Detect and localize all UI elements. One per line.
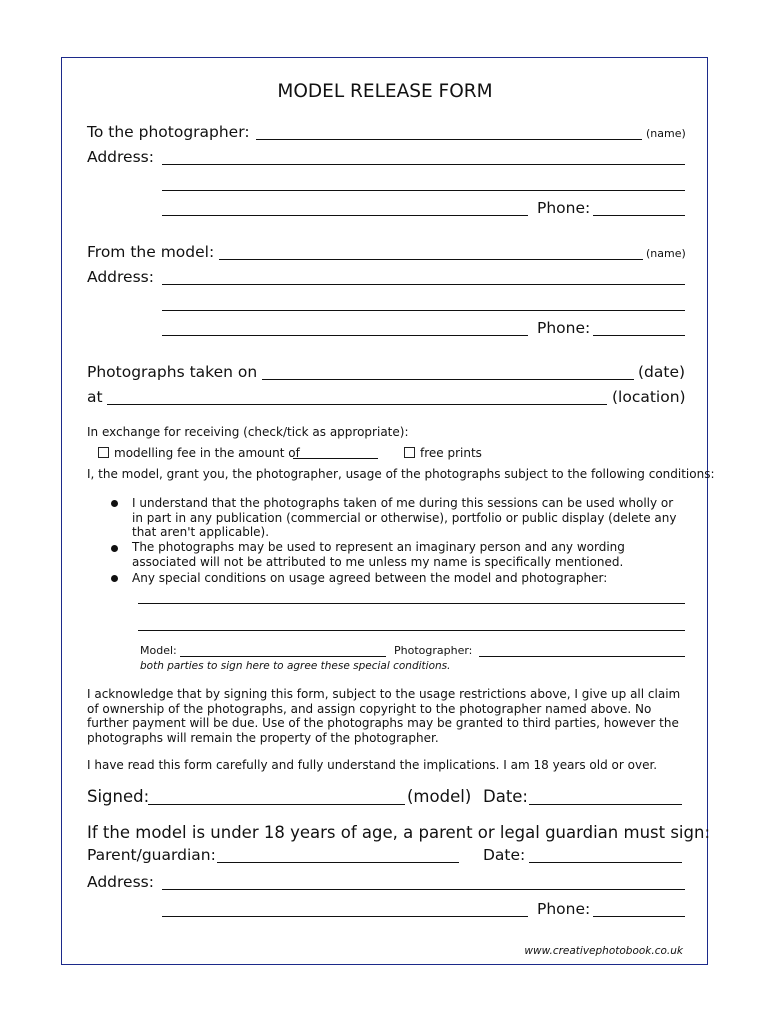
special-model-label: Model: bbox=[140, 644, 177, 657]
prints-option[interactable] bbox=[404, 446, 482, 460]
shoot-date-field[interactable] bbox=[262, 379, 634, 380]
model-signature-field[interactable] bbox=[148, 804, 405, 805]
photographer-address-line-3[interactable] bbox=[162, 215, 528, 216]
bullet-icon bbox=[111, 500, 118, 507]
fee-option[interactable] bbox=[98, 446, 300, 460]
location-hint: (location) bbox=[612, 388, 686, 406]
prints-checkbox[interactable] bbox=[404, 447, 415, 458]
guardian-date-label: Date: bbox=[483, 846, 526, 864]
model-phone-field[interactable] bbox=[593, 335, 685, 336]
signature-date-field[interactable] bbox=[529, 804, 682, 805]
read-statement: I have read this form carefully and fully understand the implications. I am 18 years old or over. bbox=[87, 758, 658, 772]
model-name-hint: (name) bbox=[646, 247, 686, 260]
condition-1: I understand that the photographs taken of me during this sessions can be used wholly or in part in any publication (commercial or otherwise), portfolio or public display (delete any that aren't applicable). bbox=[132, 496, 677, 539]
photographer-address-label: Address: bbox=[87, 148, 154, 166]
model-phone-label: Phone: bbox=[537, 319, 591, 337]
special-signoff-note: both parties to sign here to agree these special conditions. bbox=[140, 660, 451, 672]
photographer-label: To the photographer: bbox=[87, 123, 250, 141]
model-name-field[interactable] bbox=[219, 259, 643, 260]
model-address-label: Address: bbox=[87, 268, 154, 286]
shoot-location-field[interactable] bbox=[107, 404, 607, 405]
exchange-intro: In exchange for receiving (check/tick as appropriate): bbox=[87, 425, 409, 439]
bullet-icon bbox=[111, 545, 118, 552]
guardian-address-label: Address: bbox=[87, 873, 154, 891]
signature-model-hint: (model) bbox=[407, 787, 472, 806]
guardian-signature-field[interactable] bbox=[217, 862, 459, 863]
guardian-heading: If the model is under 18 years of age, a parent or legal guardian must sign: bbox=[87, 823, 711, 842]
bullet-icon bbox=[111, 575, 118, 582]
at-label: at bbox=[87, 388, 103, 406]
fee-checkbox[interactable] bbox=[98, 447, 109, 458]
photographer-phone-label: Phone: bbox=[537, 199, 591, 217]
acknowledge-paragraph: I acknowledge that by signing this form, subject to the usage restrictions above, I give up all claim of ownership of the photographs, and assign copyright to the photographer named above. No further payment will be due. Use of the photographs may be granted to third parties, however the photographs will remain the property of the photographer. bbox=[87, 687, 681, 745]
prints-option-label: free prints bbox=[420, 446, 482, 460]
model-address-line-3[interactable] bbox=[162, 335, 528, 336]
photographer-name-field[interactable] bbox=[256, 139, 642, 140]
date-hint: (date) bbox=[638, 363, 686, 381]
guardian-phone-field[interactable] bbox=[593, 916, 685, 917]
model-label: From the model: bbox=[87, 243, 215, 261]
guardian-address-line-1[interactable] bbox=[162, 889, 685, 890]
model-address-line-1[interactable] bbox=[162, 284, 685, 285]
guardian-label: Parent/guardian: bbox=[87, 846, 216, 864]
form-title: MODEL RELEASE FORM bbox=[277, 81, 493, 102]
photographer-address-line-1[interactable] bbox=[162, 164, 685, 165]
special-photographer-label: Photographer: bbox=[394, 644, 473, 657]
grant-statement: I, the model, grant you, the photographer, usage of the photographs subject to the following conditions: bbox=[87, 467, 715, 481]
special-model-signature-field[interactable] bbox=[180, 656, 386, 657]
photographer-name-hint: (name) bbox=[646, 127, 686, 140]
signature-date-label: Date: bbox=[483, 787, 528, 806]
fee-amount-field[interactable] bbox=[293, 458, 378, 459]
fee-option-label: modelling fee in the amount of bbox=[114, 446, 300, 460]
footer-url[interactable]: www.creativephotobook.co.uk bbox=[524, 945, 683, 957]
condition-3: Any special conditions on usage agreed between the model and photographer: bbox=[132, 571, 608, 585]
special-conditions-line-2[interactable] bbox=[138, 630, 685, 631]
guardian-address-line-2[interactable] bbox=[162, 916, 528, 917]
condition-2: The photographs may be used to represent an imaginary person and any wording associated will not be attributed to me unless my name is specifically mentioned. bbox=[132, 540, 625, 569]
photographer-phone-field[interactable] bbox=[593, 215, 685, 216]
special-photographer-signature-field[interactable] bbox=[479, 656, 685, 657]
guardian-date-field[interactable] bbox=[529, 862, 682, 863]
guardian-phone-label: Phone: bbox=[537, 900, 591, 918]
photographer-address-line-2[interactable] bbox=[162, 190, 685, 191]
taken-on-label: Photographs taken on bbox=[87, 363, 258, 381]
special-conditions-line-1[interactable] bbox=[138, 603, 685, 604]
signed-label: Signed: bbox=[87, 787, 150, 806]
model-address-line-2[interactable] bbox=[162, 310, 685, 311]
